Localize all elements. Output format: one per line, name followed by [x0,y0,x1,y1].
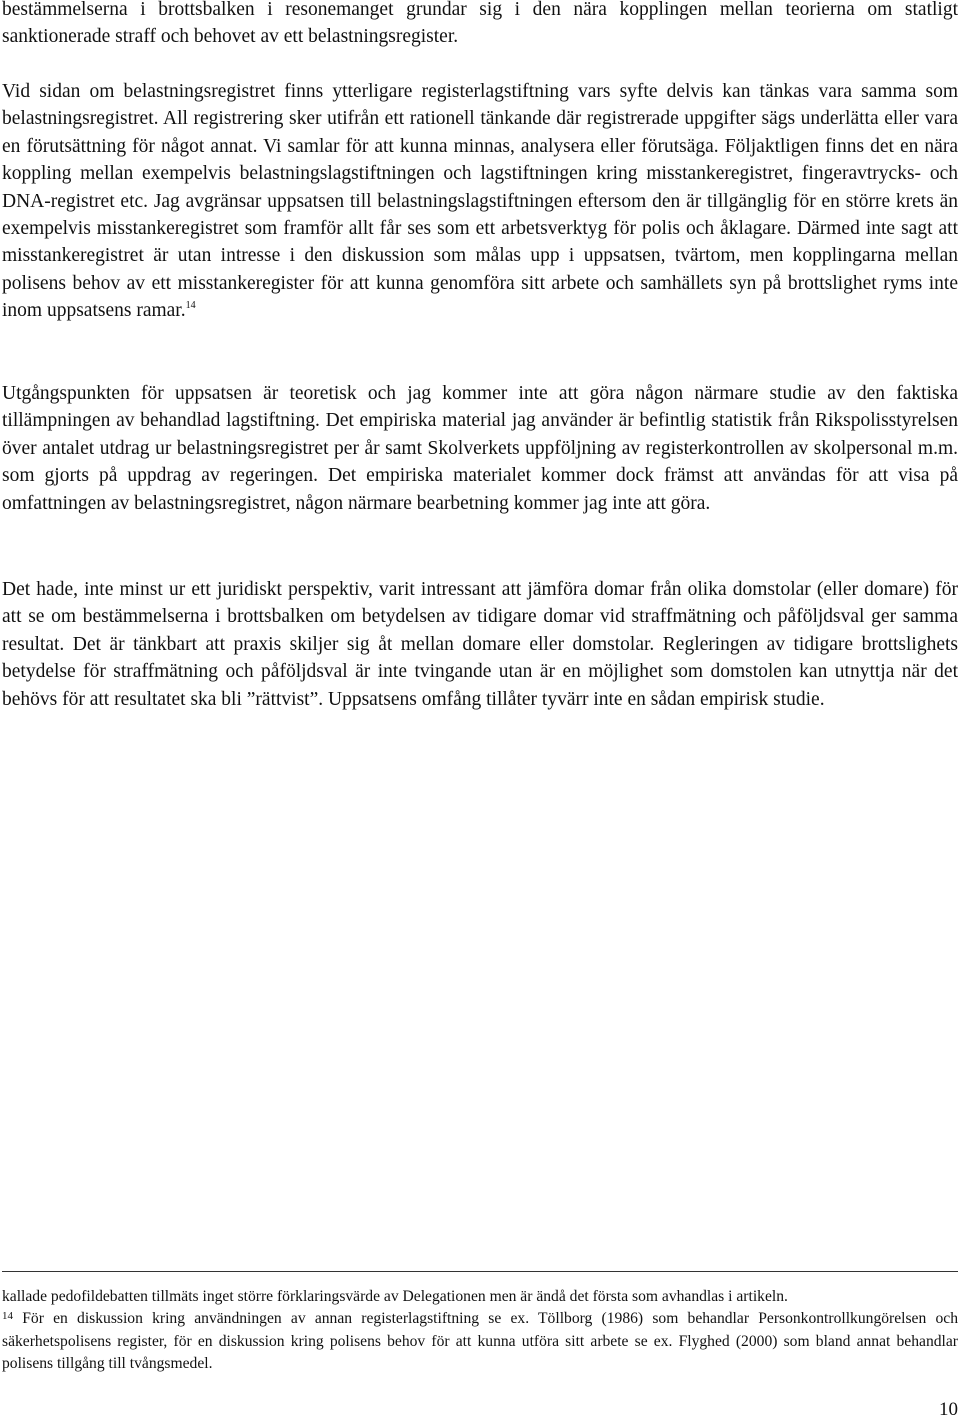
paragraph-3-text: Utgångspunkten för uppsatsen är teoretisk och jag kommer inte att göra någon närmare studie av den faktiska tillämpningen av behandlad lagstiftning. Det empiriska material jag använder är befintlig statistik från Rikspolisstyrelsen över antalet utdrag ur belastningsregistret per år samt Skolverkets uppföljning av registerkontrollen av skolpersonal m.m. som gjorts på uppdrag av regeringen. Det empiriska materialet kommer dock främst att användas för att visa på omfattningen av belastningsregistret, någon närmare bearbetning kommer jag inte att göra. [2,383,958,514]
footnote-reference[interactable]: 14 [185,300,196,312]
footnote-14-text: För en diskussion kring användningen av annan registerlagstiftning se ex. Töllborg (1986) som behandlar Personkontrollkungörelsen och säkerhetspolisens register, för en diskussion kring polisens behov för att kunna utföra sitt arbete se ex. Flyghed (2000) som bland annat behandlar polisens tillgång till tvångsmedel. [2,1310,958,1372]
paragraph-4 [2,576,958,713]
footnote-continued [2,1286,958,1308]
footnotes [2,1286,958,1375]
footnote-number: 14 [2,1310,13,1323]
paragraph-1 [2,0,958,51]
footnote-14 [2,1308,958,1375]
footnote-continued-text: kallade pedofildebatten tillmäts inget större förklaringsvärde av Delegationen men är ändå det första som avhandlas i artikeln. [2,1288,788,1305]
paragraph-4-text: Det hade, inte minst ur ett juridiskt perspektiv, varit intressant att jämföra domar från olika domstolar (eller domare) för att se om bestämmelserna i brottsbalken om betydelsen av tidigare domar vid straffmätning och påföljdsval ger samma resultat. Det är tänkbart att praxis skiljer sig åt mellan domare eller domstolar. Regleringen av tidigare brottslighets betydelse för straffmätning och påföljdsval är inte tvingande utan är en möjlighet som domstolen kan utnyttja när det behövs för att resultatet ska bli ”rättvist”. Uppsatsens omfång tillåter tyvärr inte en sådan empirisk studie. [2,579,958,710]
paragraph-1-text: bestämmelserna i brottsbalken i resonemanget grundar sig i den nära kopplingen mellan teorierna om statligt sanktionerade straff och behovet av ett belastningsregister. [2,0,958,48]
footnote-separator [2,1271,958,1272]
page-number: 10 [939,1399,958,1420]
paragraph-2 [2,78,958,325]
paragraph-2-text: Vid sidan om belastningsregistret finns ytterligare registerlagstiftning vars syfte delvis kan tänkas vara samma som belastningsregistret. All registrering sker utifrån ett rationell tänkande där registrerade uppgifter sägs underlätta eller vara en förutsättning för något annat. Vi samlar för att kunna minnas, analysera eller förutsäga. Följaktligen finns det en nära koppling mellan exempelvis belastningslagstiftningen och lagstiftningen kring misstankeregistret, fingeravtrycks- och DNA-registret etc. Jag avgränsar uppsatsen till belastningslagstiftningen eftersom den är tillgänglig för en större krets än exempelvis misstankeregistret som framför allt får ses som ett arbetsverktyg för polis och åklagare. Därmed inte sagt att misstankeregistret är utan intresse i den diskussion som målas upp i uppsatsen, tvärtom, men kopplingarna mellan polisens behov av ett misstankeregister för att kunna genomföra sitt arbete och samhällets syn på brottslighet ryms inte inom uppsatsens ramar. [2,81,958,322]
paragraph-3 [2,380,958,517]
